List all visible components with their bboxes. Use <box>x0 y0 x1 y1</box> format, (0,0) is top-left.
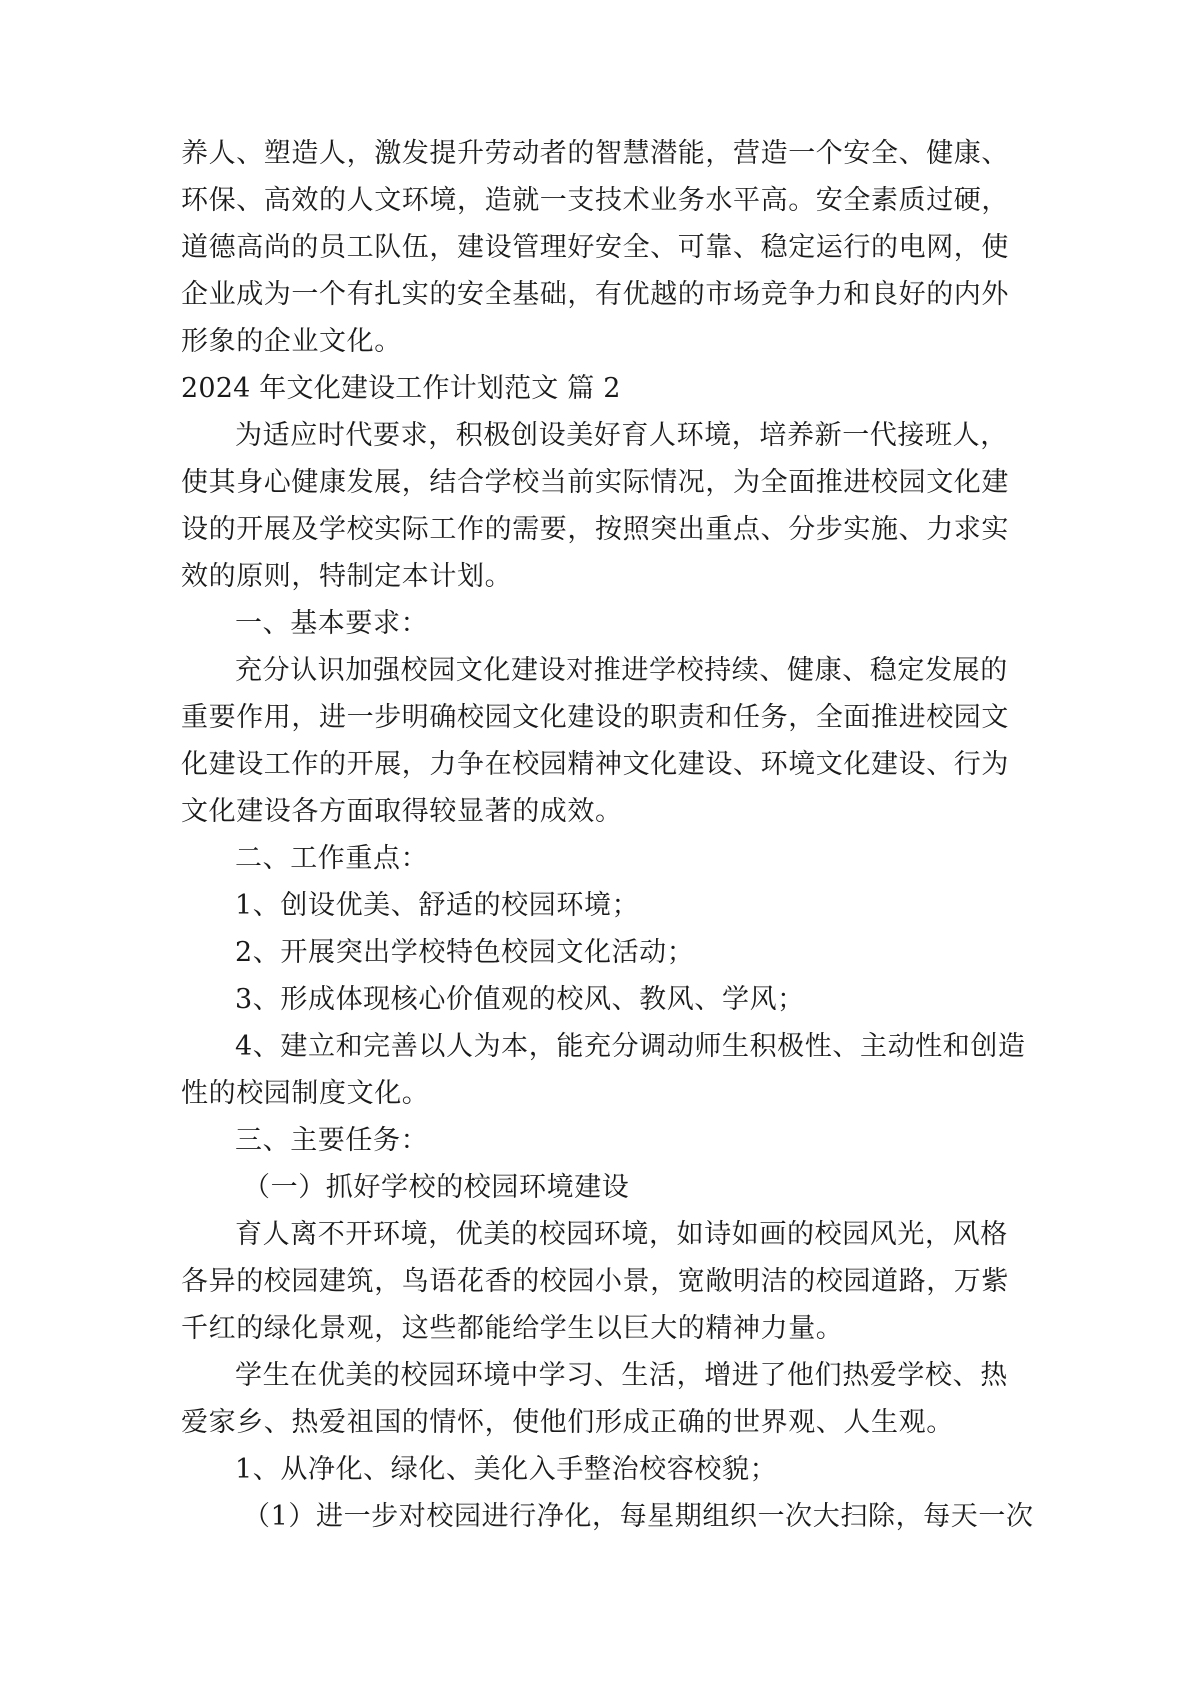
text-line: 育人离不开环境，优美的校园环境，如诗如画的校园风光，风格 <box>235 1219 1008 1250</box>
text-line: 性的校园制度文化。 <box>181 1078 430 1109</box>
list-item: 1、从净化、绿化、美化入手整治校容校貌； <box>235 1454 778 1485</box>
text-line: 化建设工作的开展，力争在校园精神文化建设、环境文化建设、行为 <box>181 749 1009 780</box>
text-line: 千红的绿化景观，这些都能给学生以巨大的精神力量。 <box>181 1313 844 1344</box>
list-item: 1、创设优美、舒适的校园环境； <box>235 890 640 921</box>
text-line: 企业成为一个有扎实的安全基础，有优越的市场竞争力和良好的内外 <box>181 279 1009 310</box>
list-item: 4、建立和完善以人为本，能充分调动师生积极性、主动性和创造 <box>235 1031 1026 1062</box>
text-line: 文化建设各方面取得较显著的成效。 <box>181 796 623 827</box>
text-line: 使其身心健康发展，结合学校当前实际情况，为全面推进校园文化建 <box>181 467 1009 498</box>
text-line: 重要作用，进一步明确校园文化建设的职责和任务，全面推进校园文 <box>181 702 1009 733</box>
section-heading: 2024 年文化建设工作计划范文 篇 2 <box>181 373 621 404</box>
subheading: 二、工作重点： <box>235 843 429 874</box>
text-line: 各异的校园建筑，鸟语花香的校园小景，宽敞明洁的校园道路，万紫 <box>181 1266 1009 1297</box>
text-line: 效的原则，特制定本计划。 <box>181 561 513 592</box>
text-line: 爱家乡、热爱祖国的情怀，使他们形成正确的世界观、人生观。 <box>181 1407 954 1438</box>
text-line: 设的开展及学校实际工作的需要，按照突出重点、分步实施、力求实 <box>181 514 1009 545</box>
text-line: 充分认识加强校园文化建设对推进学校持续、健康、稳定发展的 <box>235 655 1008 686</box>
subheading: 三、主要任务： <box>235 1125 429 1156</box>
text-line: 环保、高效的人文环境，造就一支技术业务水平高。安全素质过硬， <box>181 185 1009 216</box>
document-page <box>181 130 1034 1540</box>
text-line: 学生在优美的校园环境中学习、生活，增进了他们热爱学校、热 <box>235 1360 1008 1391</box>
list-item: 3、形成体现核心价值观的校风、教风、学风； <box>235 984 805 1015</box>
subheading: 一、基本要求： <box>235 608 429 639</box>
subheading: （一）抓好学校的校园环境建设 <box>243 1172 630 1203</box>
list-item: 2、开展突出学校特色校园文化活动； <box>235 937 695 968</box>
text-line: 养人、塑造人，激发提升劳动者的智慧潜能，营造一个安全、健康、 <box>181 138 1009 169</box>
text-line: 为适应时代要求，积极创设美好育人环境，培养新一代接班人， <box>235 420 1008 451</box>
text-line: 形象的企业文化。 <box>181 326 402 357</box>
text-line: 道德高尚的员工队伍，建设管理好安全、可靠、稳定运行的电网，使 <box>181 232 1009 263</box>
list-item: （1）进一步对校园进行净化，每星期组织一次大扫除，每天一次 <box>243 1501 1034 1532</box>
